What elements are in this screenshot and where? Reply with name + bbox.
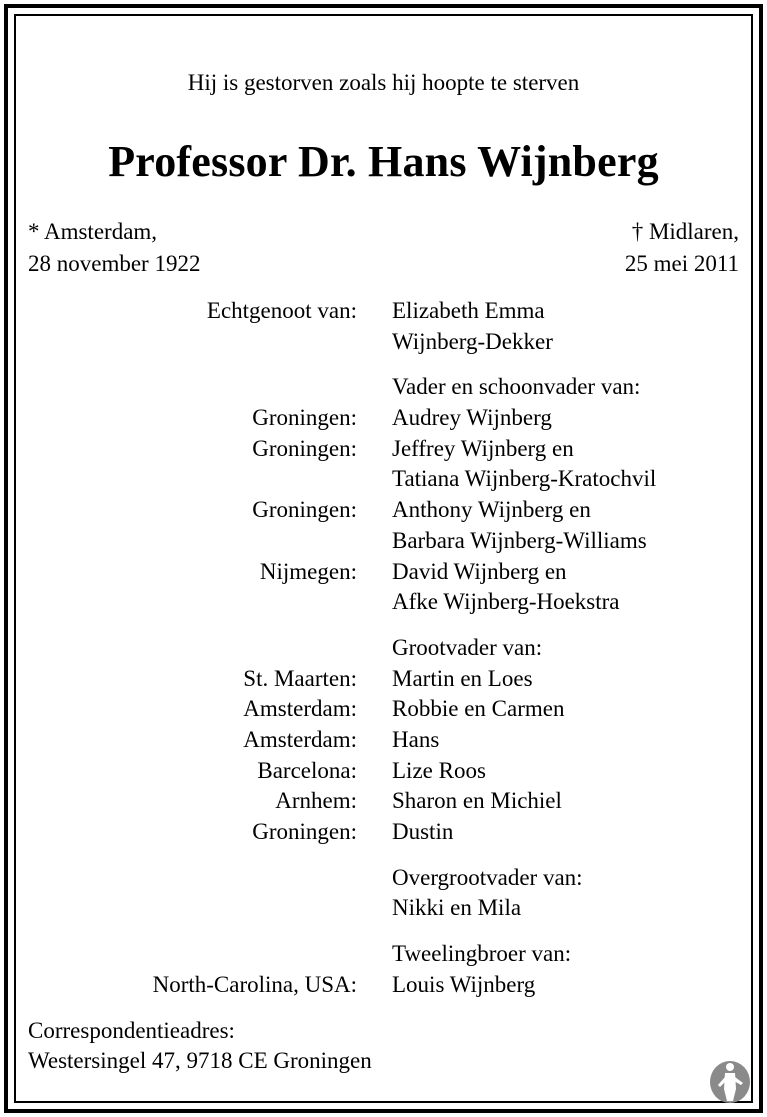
family-row-value: Jeffrey Wijnberg en <box>392 435 574 461</box>
birth-place: * Amsterdam, <box>28 219 158 244</box>
family-row-value: Dustin <box>392 819 454 844</box>
family-row <box>16 817 751 848</box>
family-row-value: Grootvader van: <box>392 634 543 660</box>
memorial-figure-icon <box>707 1055 753 1105</box>
family-row <box>16 327 751 358</box>
family-row-location: Arnhem: <box>275 788 357 814</box>
family-row <box>16 403 751 434</box>
family-row-location: St. Maarten: <box>243 665 357 691</box>
notice-outer-frame <box>4 4 763 1113</box>
family-row-location: Barcelona: <box>257 757 357 783</box>
family-row-value: Barbara Wijnberg-Williams <box>392 527 647 553</box>
family-row <box>16 939 751 970</box>
family-row <box>16 664 751 695</box>
family-row <box>16 970 751 1001</box>
family-row <box>16 587 751 618</box>
family-row <box>16 893 751 924</box>
family-row <box>16 464 751 495</box>
family-row-location: Amsterdam: <box>243 696 357 722</box>
deceased-name: Professor Dr. Hans Wijnberg <box>108 137 659 186</box>
birth-date: 28 november 1922 <box>28 251 201 276</box>
family-row-location: Amsterdam: <box>243 726 357 752</box>
motto: Hij is gestorven zoals hij hoopte te sterven <box>187 70 580 95</box>
family-row-location: Groningen: <box>252 405 357 431</box>
family-row-value: Louis Wijnberg <box>392 971 536 997</box>
family-row <box>16 434 751 465</box>
notice-inner-frame <box>14 14 753 1103</box>
family-row <box>16 557 751 588</box>
death-place: † Midlaren, <box>631 219 739 244</box>
family-row-value: Elizabeth Emma <box>392 298 545 323</box>
family-row-location: Groningen: <box>252 819 357 844</box>
family-row-value: David Wijnberg en <box>392 558 567 584</box>
family-row-value: Nikki en Mila <box>392 895 522 921</box>
family-row-value: Hans <box>392 726 440 752</box>
correspondence-address <box>28 1016 372 1076</box>
family-row <box>16 694 751 725</box>
family-row <box>16 296 751 327</box>
family-row-location: Echtgenoot van: <box>206 298 357 323</box>
family-row <box>16 756 751 787</box>
family-row-value: Tatiana Wijnberg-Kratochvil <box>392 466 657 492</box>
address-line: Westersingel 47, 9718 CE Groningen <box>28 1048 372 1073</box>
family-row-value: Sharon en Michiel <box>392 788 562 814</box>
family-row-location: North-Carolina, USA: <box>152 971 357 997</box>
family-row-value: Anthony Wijnberg en <box>392 497 591 523</box>
family-row <box>16 633 751 664</box>
family-row-value: Afke Wijnberg-Hoekstra <box>392 589 620 615</box>
death-date: 25 mei 2011 <box>624 251 739 276</box>
family-row <box>16 786 751 817</box>
family-row-value: Audrey Wijnberg <box>392 405 552 431</box>
family-row <box>16 372 751 403</box>
family-row-value: Overgrootvader van: <box>392 864 583 890</box>
family-row-value: Vader en schoonvader van: <box>392 374 641 400</box>
family-row <box>16 526 751 557</box>
birth-info <box>28 216 200 280</box>
death-info <box>625 216 739 280</box>
family-row-location: Groningen: <box>252 435 357 461</box>
family-row-value: Lize Roos <box>392 757 486 783</box>
family-row-value: Wijnberg-Dekker <box>392 328 553 354</box>
family-row-location: Nijmegen: <box>259 558 357 584</box>
family-list <box>16 296 751 1000</box>
family-row-value: Tweelingbroer van: <box>392 941 572 967</box>
family-row-value: Martin en Loes <box>392 665 533 691</box>
address-label: Correspondentieadres: <box>28 1018 235 1043</box>
family-row-value: Robbie en Carmen <box>392 696 565 722</box>
family-row <box>16 495 751 526</box>
family-row <box>16 725 751 756</box>
family-row <box>16 863 751 894</box>
family-row-location: Groningen: <box>252 497 357 523</box>
